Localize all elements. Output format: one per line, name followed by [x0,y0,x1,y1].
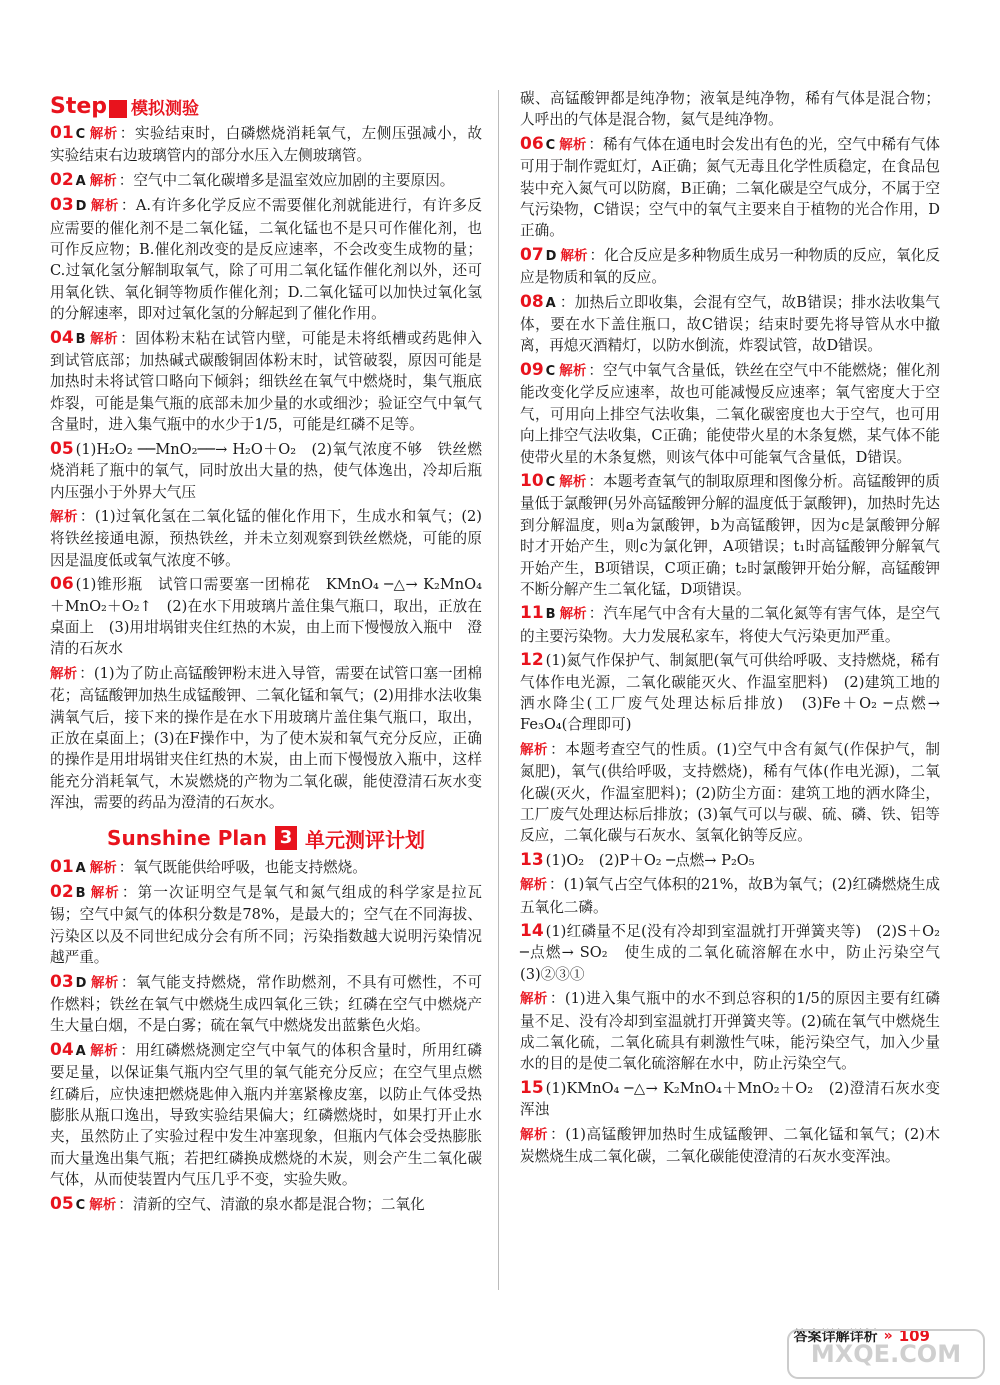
answer-item [520,292,940,357]
question-number: 04 [50,1039,74,1060]
sunshine-label: Sunshine Plan [107,826,267,851]
question-number: 06 [520,133,544,154]
answer-item [520,134,940,242]
answer-text: ：第一次证明空气是氧气和氮气组成的科学家是拉瓦锡；空气中氮气的体积分数是78%，是最大的；空气在不同海拔、污染区以及不同世纪成分会有所不同；污染指数越大说明污染情况越严重。 [50,884,482,967]
analysis-tag: 解析 [50,665,78,682]
analysis-tag: 解析 [520,1126,549,1143]
step-answer-list [50,123,482,814]
left-column [50,88,482,1219]
answer-text: ：本题考查空气的性质。(1)空气中含有氮气(作保护气，制氮肥)，氧气(供给呼吸，支持燃烧)，稀有气体(作电光源)，二氧化碳(灭火，作温室肥料)；(2)防尘方面：建筑工地的洒水降尘，工厂废气处理达标后排放；(3)氧气可以与碳、硫、磷、铁、铝等反应，二氧化碳与石灰水、氢氧化钠等反应。 [520,740,941,845]
analysis-tag: 解析 [89,330,119,347]
answer-text: (1)红磷量不足(没有冷却到室温就打开弹簧夹等) (2)S＋O₂ ─点燃→ SO₂ 使生成的二氧化硫溶解在水中，防止污染空气 (3)②③① [520,923,955,983]
answer-letter: D [75,199,87,215]
chevron-right-icon: » [883,1328,893,1344]
step-label: Step [50,94,108,119]
analysis-tag: 解析 [89,859,117,876]
analysis-tag: 解析 [520,741,549,758]
answer-item [520,739,940,847]
analysis-tag: 解析 [89,1196,117,1213]
question-number: 02 [50,169,74,190]
answer-letter: C [75,1197,86,1213]
watermark-logo [786,1328,986,1380]
section-number-badge: 3 [275,826,297,850]
answer-item [50,506,482,571]
answer-item [50,195,482,324]
analysis-tag: 解析 [559,362,587,379]
answer-letter: D [75,975,87,991]
step-title: 模拟测验 [131,99,200,119]
answer-text: 碳、高锰酸钾都是纯净物；液氧是纯净物，稀有气体是混合物；人呼出的气体是混合物，氦气是纯净物。 [520,90,940,129]
analysis-tag: 解析 [559,136,587,153]
answer-letter: B [75,331,86,347]
question-number: 06 [50,574,74,595]
answer-item [50,663,482,814]
answer-text: ：空气中二氧化碳增多是温室效应加剧的主要原因。 [118,171,455,189]
answer-letter: A [75,1043,86,1059]
question-number: 01 [50,856,74,877]
question-number: 01 [50,123,74,143]
question-number: 08 [520,291,544,312]
question-number: 15 [520,1077,544,1098]
question-number: 12 [520,650,544,671]
answer-letter: C [75,127,86,142]
answer-item [50,170,482,192]
answer-item [50,1194,482,1216]
answer-item [520,1124,940,1168]
answer-text: ：(1)过氧化氢在二氧化锰的催化作用下，生成水和氧气；(2)将铁丝接通电源，预热铁丝，并未立刻观察到铁丝燃烧，可能的原因是温度低或氧气浓度不够。 [50,507,483,569]
answer-item [520,874,940,918]
answer-text: (1)KMnO₄ ─△→ K₂MnO₄＋MnO₂＋O₂ (2)澄清石灰水变浑浊 [520,1079,940,1119]
answer-text: ：汽车尾气中含有大量的二氧化氮等有害气体，是空气的主要污染物。大力发展私家车，将使大气污染更加严重。 [520,605,940,645]
question-number: 05 [50,1193,74,1214]
answer-item [50,857,482,879]
analysis-tag: 解析 [559,606,587,623]
analysis-tag: 解析 [90,198,119,215]
column-divider [498,90,499,1290]
answer-text: ：(1)为了防止高锰酸钾粉末进入导管，需要在试管口塞一团棉花；高锰酸钾加热生成锰酸钾、二氧化锰和氧气；(2)用排水法收集满氧气后，接下来的操作是在水下用玻璃片盖住集气瓶口，取出，正放在桌面上；(3)在F操作中，为了使木炭和氧气充分反应，正确的操作是用坩埚钳夹住红热的木炭，由上而下慢慢放入瓶中，这样能充分消耗氧气，木炭燃烧的产物为二氧化碳，能使澄清石灰水变浑浊，需要的药品为澄清的石灰水。 [50,664,483,812]
question-number: 14 [520,921,544,942]
answer-item [50,882,482,969]
answer-item [520,360,940,468]
answer-item [520,850,940,871]
answer-text: ：氧气能支持燃烧，常作助燃剂，不具有可燃性，不可作燃料；铁丝在氧气中燃烧生成四氧化三铁；红磷在空气中燃烧产生大量白烟，不是白雾；硫在氧气中燃烧发出蓝紫色火焰。 [50,973,482,1035]
question-number: 09 [520,359,544,380]
question-number: 10 [520,470,544,491]
answer-text: ：(1)氧气占空气体积的21%，故B为氧气；(2)红磷燃烧生成五氧化二磷。 [520,876,941,916]
sunshine-title: 单元测评计划 [304,827,425,852]
question-number: 07 [520,244,544,265]
answer-text: ：空气中氧气含量低，铁丝在空气中不能燃烧；催化剂能改变化学反应速率，故也可能减慢反应速率；氧气密度大于空气，可用向上排空气法收集，二氧化碳密度也大于空气，也可用向上排空气法收集，C正确；能使带火星的木条复燃，某气体不能使带火星的木条复燃，则该气体中可能氧气含量低，D错误。 [520,361,940,466]
answer-text: (1)锥形瓶 试管口需要塞一团棉花 KMnO₄ ─△→ K₂MnO₄＋MnO₂＋O₂↑ (2)在水下用玻璃片盖住集气瓶口，取出，正放在桌面上 (3)用坩埚钳夹住红热的木炭，由上而下慢慢放入瓶中 澄清的石灰水 [50,576,482,658]
answer-letter: C [545,137,556,153]
answer-text: ：清新的空气、清澈的泉水都是混合物；二氧化 [118,1195,425,1213]
answer-text: ：实验结束时，白磷燃烧消耗氧气，左侧压强减小，故实验结束右边玻璃管内的部分水压入左侧玻璃管。 [50,125,482,165]
question-number: 03 [50,971,74,992]
answer-letter: B [545,607,556,623]
answer-letter: A [545,295,556,311]
answer-letter: B [75,886,86,901]
analysis-tag: 解析 [520,877,548,894]
answer-letter: A [75,860,86,876]
question-number: 11 [520,603,544,624]
question-number: 04 [50,327,74,348]
analysis-tag: 解析 [89,172,117,189]
analysis-tag: 解析 [560,247,588,264]
answer-text: ：本题考查氧气的制取原理和图像分析。高锰酸钾的质量低于氯酸钾(另外高锰酸钾分解的温度低于氯酸钾)，加热时先达到分解温度，则a为氯酸钾，b为高锰酸钾，因为c是氯酸钾分解时才开始产生，则c为氯化钾，A项错误；t₁时高锰酸钾分解氧气开始产生，B项错误，C项正确；t₂时氯酸钾开始分解，高锰酸钾不断分解产生二氧化锰，D项错误。 [520,472,941,598]
answer-item [50,123,482,167]
analysis-tag: 解析 [89,1042,119,1059]
analysis-tag: 解析 [89,885,120,901]
answer-item [520,650,940,736]
answer-text: ：稀有气体在通电时会发出有色的光，空气中稀有气体可用于制作霓虹灯，A正确；氮气无毒且化学性质稳定，在食品包装中充入氮气可以防腐，B正确；二氧化碳是空气成分，不属于空气污染物，C错误；空气中的氧气主要来自于植物的光合作用，D正确。 [520,135,940,240]
analysis-tag: 解析 [559,473,587,490]
continued-answer-list [520,88,955,1168]
question-number: 02 [50,882,74,902]
analysis-tag: 解析 [520,991,548,1008]
answer-item [50,328,482,436]
answer-item [50,439,482,503]
answer-text: ：(1)高锰酸钾加热时生成锰酸钾、二氧化锰和氧气；(2)木炭燃烧生成二氧化碳，二氧化碳能使澄清的石灰水变浑浊。 [520,1125,940,1166]
analysis-tag: 解析 [90,974,119,991]
svg-text:MXQE.COM: MXQE.COM [810,1340,962,1368]
answer-item [520,921,955,985]
answer-item [520,988,940,1075]
right-column [520,88,955,1171]
answer-text: ：氧气既能供给呼吸，也能支持燃烧。 [118,858,367,876]
answer-text: (1)H₂O₂ ──MnO₂──→ H₂O＋O₂ (2)氧气浓度不够 铁丝燃烧消耗了瓶中的氧气，同时放出大量的热，使气体逸出，冷却后瓶内压强小于外界大气压 [50,440,482,501]
analysis-tag: 解析 [89,126,118,142]
unit-answer-list [50,857,482,1217]
step-section-header [50,94,482,119]
analysis-tag: 解析 [50,508,78,525]
answer-text: ：化合反应是多种物质生成另一种物质的反应，氧化反应是物质和氧的反应。 [520,246,940,287]
answer-text: (1)O₂ (2)P＋O₂ ─点燃→ P₂O₅ [545,851,755,869]
answer-text: ：加热后立即收集，会混有空气，故B错误；排水法收集气体，要在水下盖住瓶口，故C错误；结束时要先将导管从水中撤离，再熄灭酒精灯，以防水倒流，炸裂试管，故D错误。 [520,293,940,355]
answer-item [520,88,940,131]
answer-text: (1)氮气作保护气、制氮肥(氧气可供给呼吸、支持燃烧，稀有气体作电光源，二氧化碳能灭火、作温室肥料) (2)建筑工地的洒水降尘(工厂废气处理达标后排放) (3)Fe＋O₂ ─点燃→ Fe₃O₄(合理即可) [520,652,940,734]
page-number: 109 [898,1327,930,1345]
answer-item [520,603,940,647]
answer-letter: D [545,248,557,264]
house-icon [109,100,127,118]
answer-text: ：A.有许多化学反应不需要催化剂就能进行，有许多反应需要的催化剂不是二氧化锰，二氧化锰也不是只可作催化剂，也可作反应物；B.催化剂改变的是反应速率，不会改变生成物的量；C.过氧化氢分解制取氧气，除了可用二氧化锰作催化剂以外，还可用氧化铁、氧化铜等物质作催化剂；D.二氧化锰可以加快过氧化氢的分解速率，即对过氧化氢的分解起到了催化作用。 [50,197,483,323]
answer-text: ：固体粉末粘在试管内壁，可能是未将纸槽或药匙伸入到试管底部；加热碱式碳酸铜固体粉末时，试管破裂，原因可能是加热时未将试管口略向下倾斜；细铁丝在氧气中燃烧时，集气瓶底炸裂，可能是集气瓶的底部未加少量的水或细沙；验证空气中氧气含量时，进入集气瓶中的水少于1/5，可能是红磷不足等。 [50,329,483,434]
answer-letter: C [545,474,556,490]
footer-label: 答案详解详析 [793,1329,878,1345]
question-number: 13 [520,849,544,870]
sunshine-section-header [50,824,482,853]
answer-letter: A [75,173,86,189]
answer-item [50,972,482,1037]
answer-letter: C [545,363,556,379]
answer-item [50,574,482,660]
answer-item [520,471,940,600]
question-number: 03 [50,195,74,216]
answer-item [520,245,940,289]
answer-text: ：(1)进入集气瓶中的水不到总容积的1/5的原因主要有红磷量不足、没有冷却到室温就打开弹簧夹等。(2)硫在氧气中燃烧生成二氧化硫，二氧化硫具有刺激性气味，能污染空气，加入少量水的目的是使二氧化硫溶解在水中，防止污染空气。 [520,990,940,1073]
answer-text: ：用红磷燃烧测定空气中氧气的体积含量时，所用红磷要足量，以保证集气瓶内空气里的氧气能充分反应；在空气里点燃红磷后，应快速把燃烧匙伸入瓶内并塞紧橡皮塞，以防止气体受热膨胀从瓶口逸出，导致实验结果偏大；红磷燃烧时，如果打开止水夹，虽然防止了实验过程中发生冲塞现象，但瓶内气体会受热膨胀而大量逸出集气瓶；若把红磷换成燃烧的木炭，则会产生二氧化碳气体，从而使装置内气压几乎不变，实验失败。 [50,1041,482,1189]
answer-item [520,1078,940,1121]
question-number: 05 [50,438,74,459]
answer-item [50,1040,482,1191]
